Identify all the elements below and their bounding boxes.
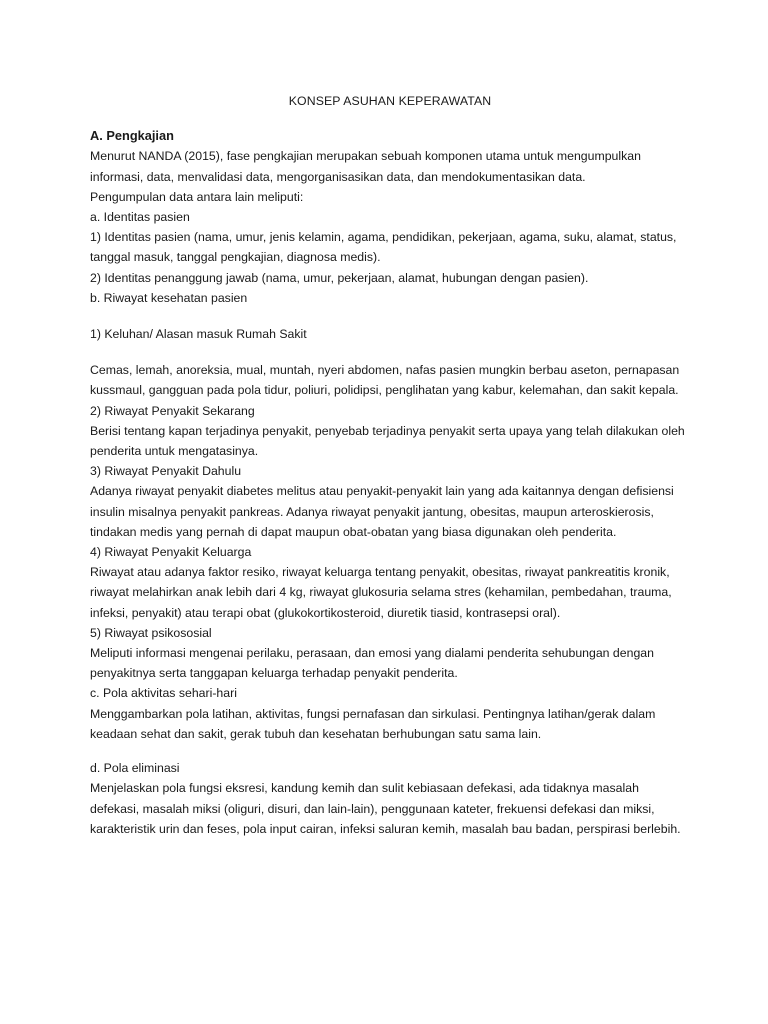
identitas-heading: a. Identitas pasien	[90, 210, 190, 225]
penyakit-keluarga-heading: 4) Riwayat Penyakit Keluarga	[90, 545, 252, 560]
spacer	[90, 744, 690, 758]
document-page	[90, 91, 690, 839]
penyakit-sekarang-heading: 2) Riwayat Penyakit Sekarang	[90, 403, 255, 418]
section-a-heading: A. Pengkajian	[90, 128, 174, 144]
document-title: KONSEP ASUHAN KEPERAWATAN	[288, 94, 492, 108]
penyakit-keluarga-text: Riwayat atau adanya faktor resiko, riwayat keluarga tentang penyakit, obesitas, riwayat pankreatitis kronik, riwayat melahirkan anak lebih dari 4 kg, riwayat glukosuria selama stres (kehamilan, pembedahan, trauma, infeksi, penyakit) atau terapi obat (glukokortikosteroid, diuretik tiasid, kontrasepsi oral).	[90, 565, 672, 620]
penyakit-dahulu-heading: 3) Riwayat Penyakit Dahulu	[90, 464, 242, 479]
psikososial-heading: 5) Riwayat psikososial	[90, 625, 212, 640]
pola-aktivitas-heading: c. Pola aktivitas sehari-hari	[90, 686, 237, 701]
pola-aktivitas-text: Menggambarkan pola latihan, aktivitas, fungsi pernafasan dan sirkulasi. Pentingnya latihan/gerak dalam keadaan sehat dan sakit, gerak tubuh dan kesehatan berhubungan satu sama lain.	[90, 706, 656, 741]
psikososial-text: Meliputi informasi mengenai perilaku, perasaan, dan emosi yang dialami penderita sehubungan dengan penyakitnya serta tanggapan keluarga terhadap penyakit penderita.	[90, 646, 654, 681]
pola-eliminasi-text: Menjelaskan pola fungsi eksresi, kandung kemih dan sulit kebiasaan defekasi, ada tidaknya masalah defekasi, masalah miksi (oliguri, disuri, dan lain-lain), penggunaan kateter, frekuensi defekasi dan miksi, karakteristik urin dan feses, pola input cairan, infeksi saluran kemih, masalah bau badan, perspirasi berlebih.	[90, 781, 681, 836]
section-a-intro: Menurut NANDA (2015), fase pengkajian merupakan sebuah komponen utama untuk mengumpulkan informasi, data, menvalidasi data, mengorganisasikan data, dan mendokumentasikan data.	[90, 149, 641, 184]
spacer	[90, 344, 690, 360]
riwayat-kesehatan-heading: b. Riwayat kesehatan pasien	[90, 290, 248, 305]
identitas-item-1: 1) Identitas pasien (nama, umur, jenis kelamin, agama, pendidikan, pekerjaan, agama, suku, alamat, status, tanggal masuk, tanggal pengkajian, diagnosa medis).	[90, 230, 677, 265]
pola-eliminasi-heading: d. Pola eliminasi	[90, 761, 180, 776]
keluhan-heading: 1) Keluhan/ Alasan masuk Rumah Sakit	[90, 327, 307, 342]
section-a-collect: Pengumpulan data antara lain meliputi:	[90, 189, 304, 204]
keluhan-text: Cemas, lemah, anoreksia, mual, muntah, nyeri abdomen, nafas pasien mungkin berbau aseton, pernapasan kussmaul, gangguan pada pola tidur, poliuri, polidipsi, penglihatan yang kabur, kelemahan, dan sakit kepala.	[90, 363, 680, 398]
penyakit-sekarang-text: Berisi tentang kapan terjadinya penyakit, penyebab terjadinya penyakit serta upaya yang telah dilakukan oleh penderita untuk mengatasinya.	[90, 423, 685, 459]
spacer	[90, 308, 690, 324]
penyakit-dahulu-text: Adanya riwayat penyakit diabetes melitus atau penyakit-penyakit lain yang ada kaitannya dengan defisiensi insulin misalnya penyakit pankreas. Adanya riwayat penyakit jantung, obesitas, maupun arteroskierosis, tindakan medis yang pernah di dapat maupun obat-obatan yang biasa digunakan oleh penderita.	[90, 484, 674, 539]
identitas-item-2: 2) Identitas penanggung jawab (nama, umur, pekerjaan, alamat, hubungan dengan pasien).	[90, 270, 589, 285]
